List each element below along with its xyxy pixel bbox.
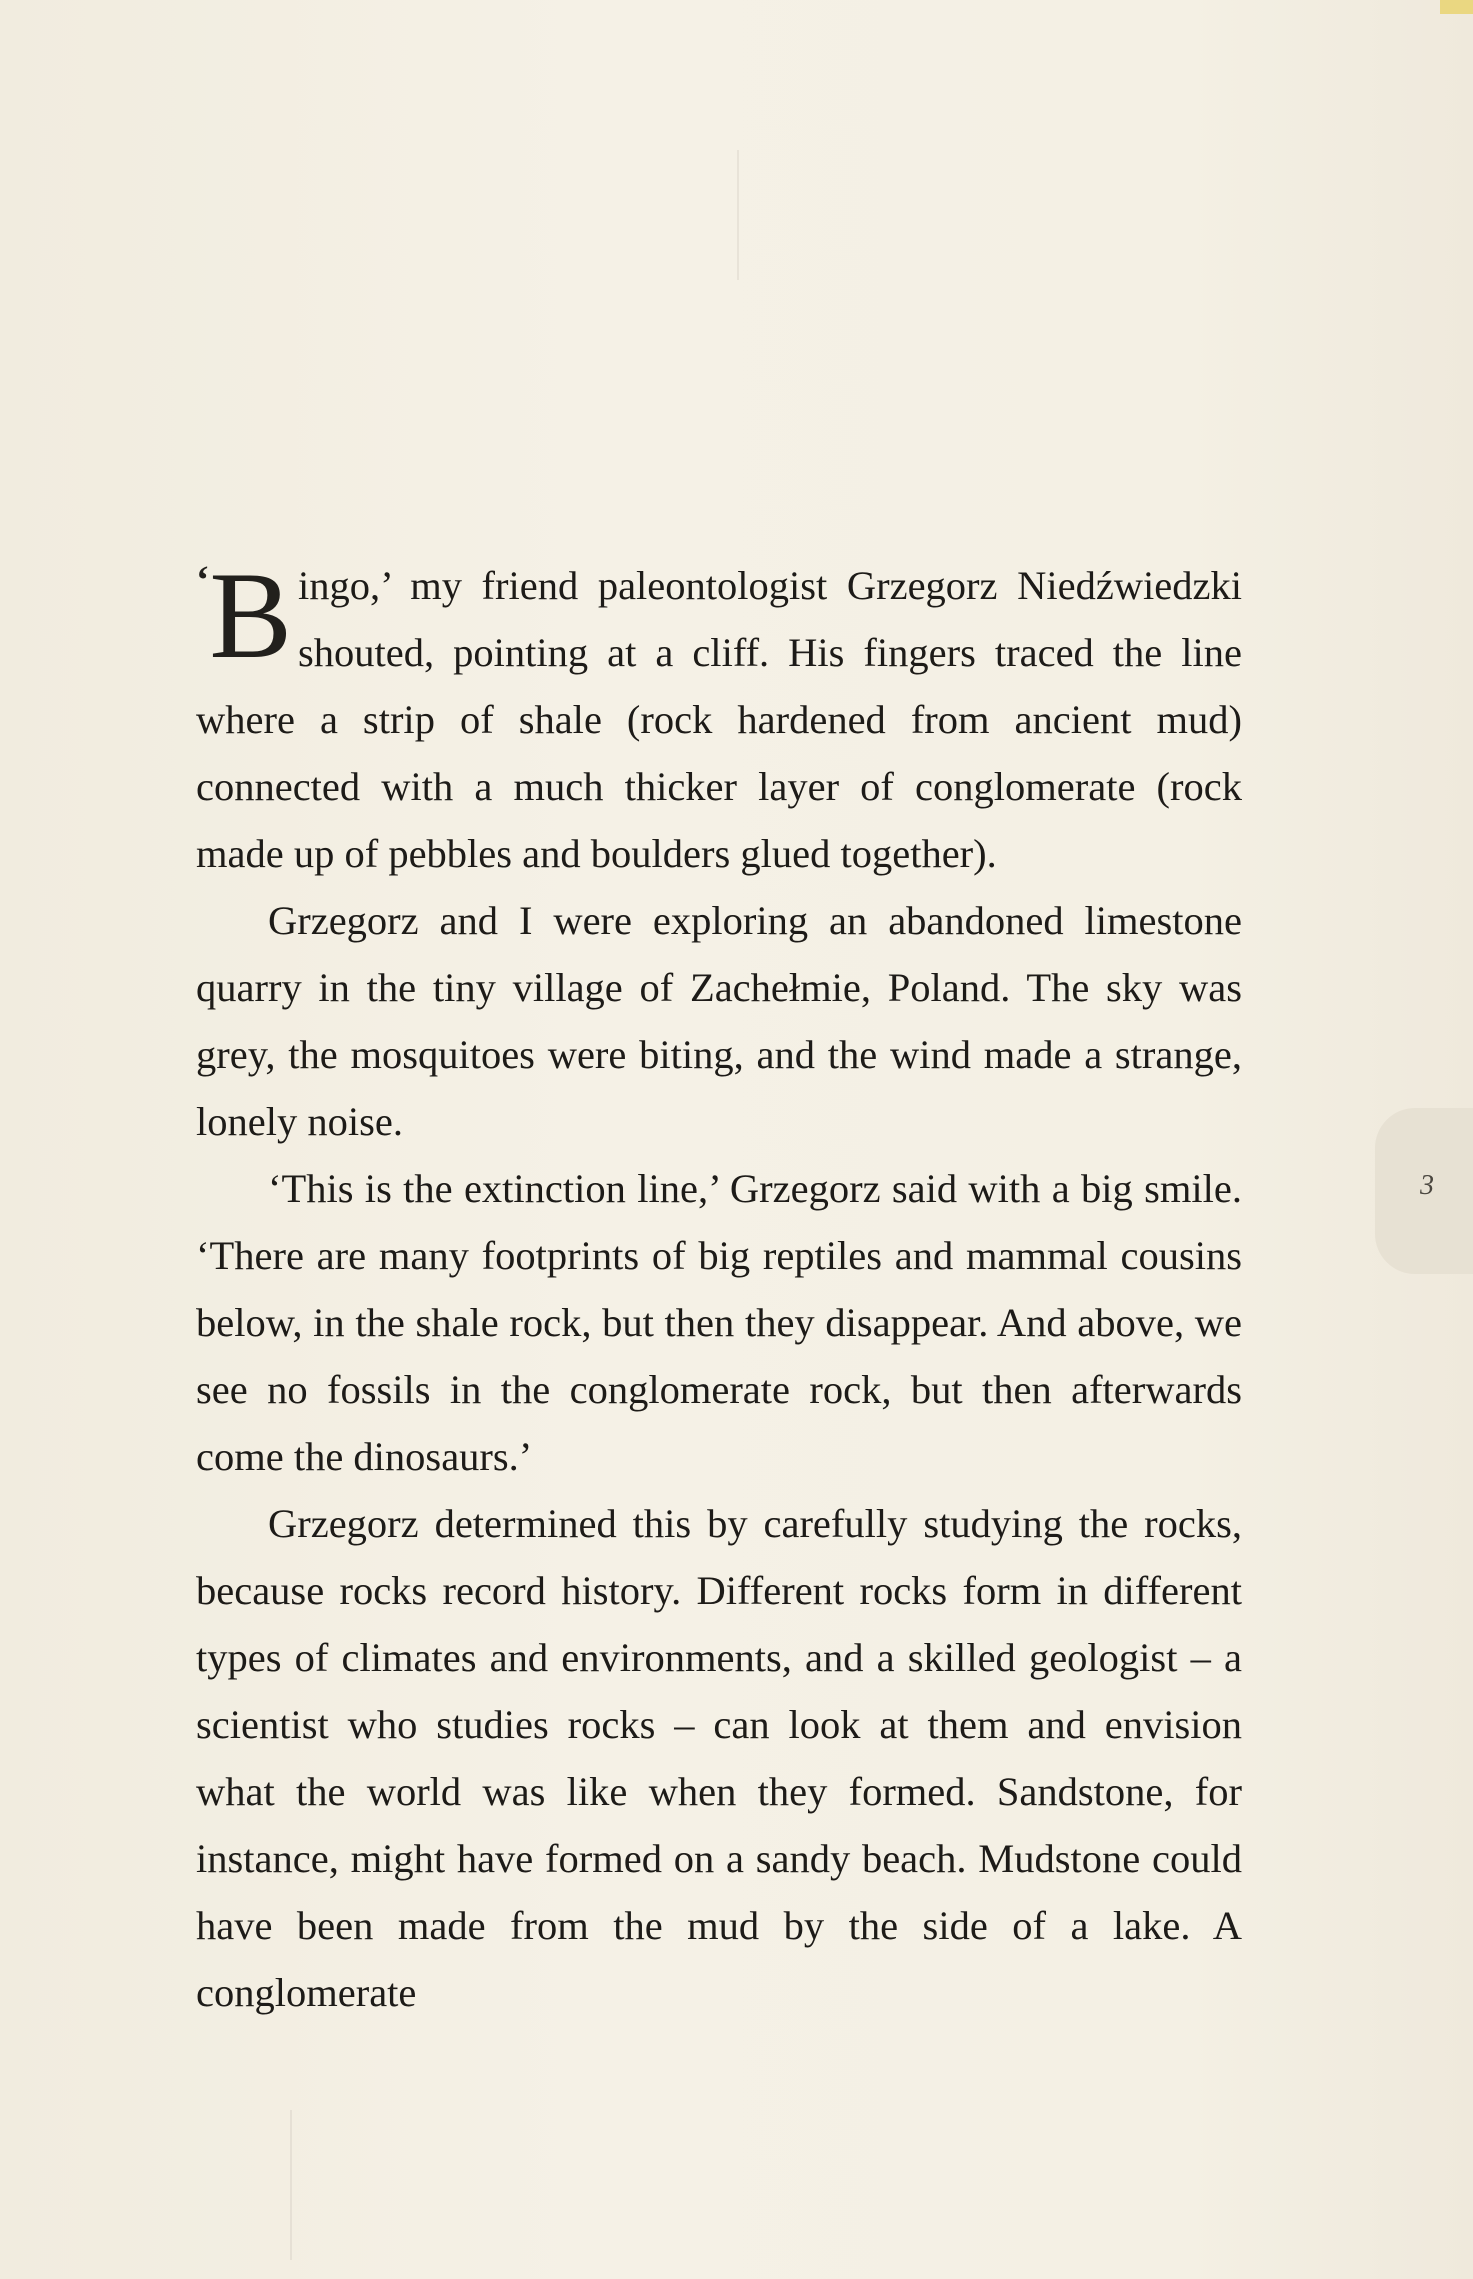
show-through-line	[290, 2110, 292, 2260]
page-number: 3	[1420, 1170, 1434, 1201]
body-text	[196, 547, 1242, 2026]
paragraph-1-text: ingo,’ my friend paleontologist Grzegorz Niedźwiedzki shouted, pointing at a cliff. His fingers traced the line where a strip of shale (rock hardened from ancient mud) connected with a much thicker layer of conglomerate (rock made up of pebbles and boulders glued together).	[196, 563, 1242, 876]
paragraph-3: ‘This is the extinction line,’ Grzegorz said with a big smile. ‘There are many footprints of big reptiles and mammal cousins below, in the shale rock, but then they disappear. And above, we see no fossils in the conglomerate rock, but then afterwards come the dinosaurs.’	[196, 1166, 1242, 1479]
drop-cap-letter: B	[209, 547, 293, 684]
corner-mark	[1440, 0, 1473, 14]
show-through-line	[737, 150, 739, 280]
drop-cap-quote: ‘	[196, 557, 210, 602]
paragraph-4: Grzegorz determined this by carefully studying the rocks, because rocks record history. Different rocks form in different types of climates and environments, and a skilled geologist – a scientist who studies rocks – can look at them and envision what the world was like when they formed. Sandstone, for instance, might have formed on a sandy beach. Mudstone could have been made from the mud by the side of a lake. A conglomerate	[196, 1501, 1242, 2015]
drop-cap	[196, 547, 293, 684]
paragraph-1	[196, 547, 1242, 887]
paragraph-2: Grzegorz and I were exploring an abandoned limestone quarry in the tiny village of Zachełmie, Poland. The sky was grey, the mosquitoes were biting, and the wind made a strange, lonely noise.	[196, 898, 1242, 1144]
